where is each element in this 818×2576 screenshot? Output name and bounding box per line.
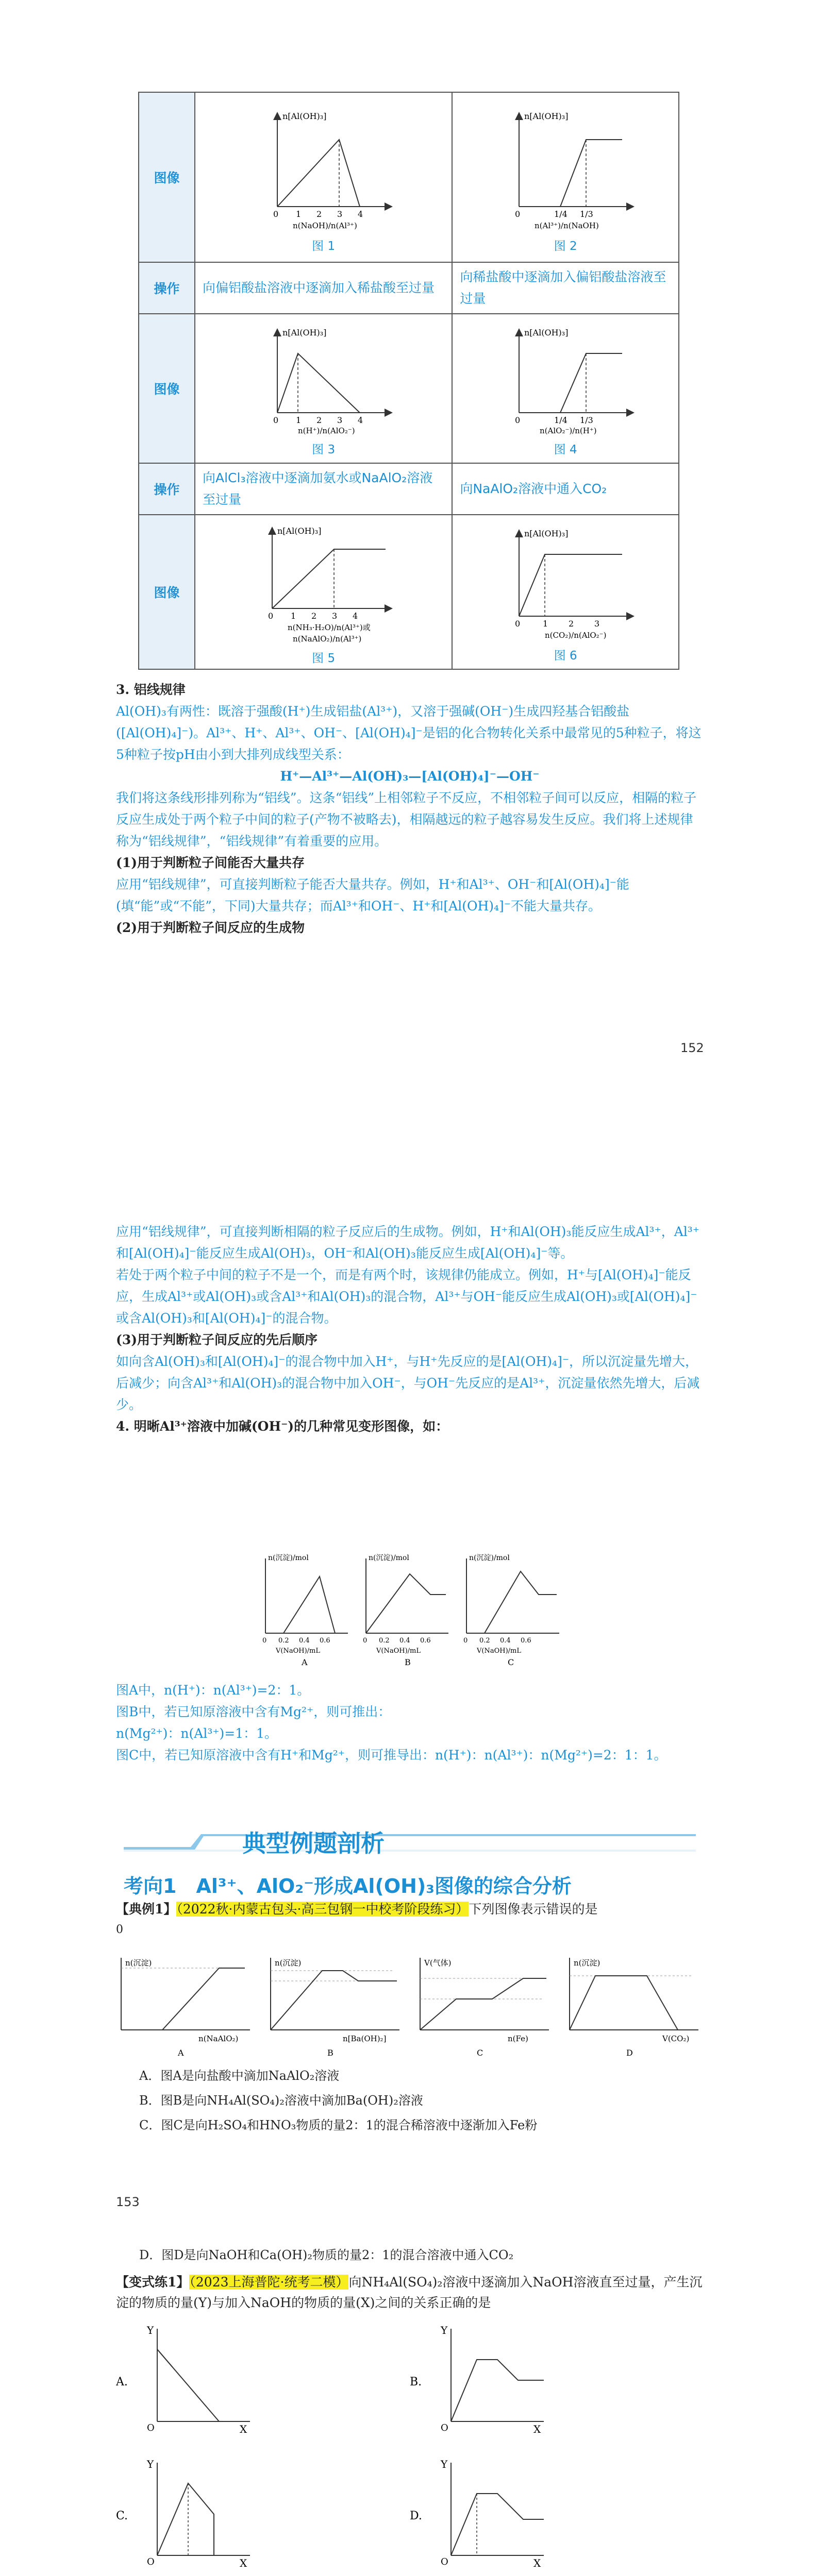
section-banner [124,1829,696,1865]
ex1-chart-a [121,1958,250,2058]
svg-text:0: 0 [515,618,521,629]
ex1-chart-b [271,1958,399,2058]
svg-text:0: 0 [463,1637,468,1645]
row-label-operation: 操作 [139,262,195,314]
svg-text:n(沉淀)/mol: n(沉淀)/mol [469,1554,510,1562]
ex1-chart-d [570,1958,698,2058]
example-1-source: （2022秋·内蒙古包头·高三包钢一中校考阶段练习） [176,1902,469,1917]
page2-paragraph-3: 如向含Al(OH)₃和[Al(OH)₄]⁻的混合物中加入H⁺，与H⁺先反应的是[Al(OH)₄]⁻，所以沉淀量先增大，后减少；向含Al³⁺和Al(OH)₃的混合物中加入OH⁻，与OH⁻先反应的是Al³⁺，沉淀量依然先增大，后减少。 [116,1354,700,1412]
row-label-image-3: 图像 [139,515,195,669]
mini-chart-a [262,1554,348,1667]
answer-c: 图C中，若已知原溶液中含有H⁺和Mg²⁺，则可推导出：n(H⁺)：n(Al³⁺)：n(Mg²⁺)=2：1：1。 [116,1748,667,1762]
svg-text:1/4: 1/4 [554,415,567,425]
svg-text:B.: B. [410,2376,422,2388]
svg-text:Y: Y [147,2324,154,2336]
figure-1 [246,104,401,232]
svg-text:3: 3 [337,415,342,425]
svg-text:O: O [441,2422,448,2433]
figure-4-caption: 图 4 [554,443,577,456]
svg-text:4: 4 [357,209,363,219]
svg-text:n[Al(OH)₃]: n[Al(OH)₃] [277,526,322,536]
ex1-option-b: B．图B是向NH₄Al(SO₄)₂溶液中滴加Ba(OH)₂溶液 [139,2093,423,2108]
svg-text:1: 1 [543,618,548,629]
svg-text:1/4: 1/4 [554,209,567,219]
page2-heading-4: 4. 明晰Al³⁺溶液中加碱(OH⁻)的几种常见变形图像，如： [116,1419,449,1434]
svg-text:0: 0 [268,611,273,621]
figure-1-ylabel: n[Al(OH)₃] [282,111,327,121]
svg-text:Y: Y [441,2458,448,2470]
page2-paragraph-1: 应用“铝线规律”，可直接判断相隔的粒子反应后的生成物。例如，H⁺和Al(OH)₃能反应生成Al³⁺，Al³⁺和[Al(OH)₄]⁻能反应生成Al(OH)₃，OH⁻和Al(OH)₃能反应生成[Al(OH)₄]⁻等。 [116,1224,699,1261]
answer-a: 图A中，n(H⁺)：n(Al³⁺)=2：1。 [116,1683,310,1698]
svg-text:n(沉淀)/mol: n(沉淀)/mol [268,1554,309,1562]
svg-text:1: 1 [290,611,296,621]
svg-text:0.4: 0.4 [500,1637,511,1645]
page-number-152: 152 [680,1041,704,1055]
operation-4: 向NaAlO₂溶液中通入CO₂ [452,463,679,515]
example-1-charts [116,1947,704,2061]
mini-chart-answers [116,1680,704,1766]
law-formula: H⁺—Al³⁺—Al(OH)₃—[Al(OH)₄]⁻—OH⁻ [280,769,540,784]
figure-1-xlabel: n(NaOH)/n(Al³⁺) [292,221,357,230]
svg-text:n(H⁺)/n(AlO₂⁻): n(H⁺)/n(AlO₂⁻) [297,426,355,435]
svg-text:Y: Y [441,2324,448,2336]
svg-text:0: 0 [515,209,521,219]
svg-text:V(NaOH)/mL: V(NaOH)/mL [477,1647,521,1655]
mini-chart-b [363,1554,448,1667]
svg-text:1/3: 1/3 [580,415,593,425]
svg-text:0.4: 0.4 [299,1637,310,1645]
figure-3 [246,323,401,436]
ex1-option-d: D．图D是向NaOH和Ca(OH)₂物质的量2：1的混合溶液中通入CO₂ [139,2248,514,2262]
operation-2: 向稀盐酸中逐滴加入偏铝酸盐溶液至过量 [452,262,679,314]
svg-text:A: A [178,2048,184,2058]
variant-1-question: 向NH₄Al(SO₄)₂溶液中逐滴加入NaOH溶液直至过量，产生沉淀的物质的量(Y)与加入NaOH的物质的量(X)之间的关系正确的是 [116,2275,703,2310]
operation-3: 向AlCl₃溶液中逐滴加氨水或NaAlO₂溶液至过量 [195,463,452,515]
svg-text:n(沉淀): n(沉淀) [574,1958,600,1968]
answer-b2: n(Mg²⁺)：n(Al³⁺)=1：1。 [116,1726,278,1741]
svg-text:C: C [508,1657,514,1667]
svg-text:3: 3 [331,611,337,621]
figure-5-caption: 图 5 [312,651,336,665]
variant-1 [116,2272,704,2313]
figure-2 [488,104,643,232]
example-1-question: 下列图像表示错误的是 [469,1902,598,1917]
law-paragraph-2: 我们将这条线形排列称为“铝线”。这条“铝线”上相邻粒子不反应，不相邻粒子间可以反应，相隔的粒子反应生成处于两个粒子中间的粒子(产物不被略去)，相隔越远的粒子越容易发生反应。我们将上述规律称为“铝线规律”，“铝线规律”有着重要的应用。 [116,790,697,849]
figure-5-cell [195,515,452,669]
mini-chart-c [463,1554,559,1667]
figure-1-cell [195,92,452,262]
svg-text:C.: C. [116,2510,128,2522]
svg-text:2: 2 [316,209,322,219]
law-heading-2: (2)用于判断粒子间反应的生成物 [116,920,305,935]
v1-choice-a [116,2324,250,2435]
operation-1: 向偏铝酸盐溶液中逐滴加入稀盐酸至过量 [195,262,452,314]
svg-text:0.4: 0.4 [399,1637,410,1645]
figure-6-cell [452,515,679,669]
figure-5 [241,521,406,645]
figure-4-cell [452,314,679,463]
answer-b: 图B中，若已知原溶液中含有Mg²⁺，则可推出： [116,1704,391,1719]
svg-text:B: B [405,1657,411,1667]
example-1-tag: 【典例1】 [116,1902,177,1917]
page-154 [0,2231,818,2576]
svg-text:0.2: 0.2 [479,1637,490,1645]
variant-1-tag: 【变式练1】 [116,2275,190,2290]
row-label-operation-2: 操作 [139,463,195,515]
figure-2-cell [452,92,679,262]
ex1-option-a: A．图A是向盐酸中滴加NaAlO₂溶液 [139,2069,340,2083]
page2-paragraph-2: 若处于两个粒子中间的粒子不是一个，而是有两个时，该规律仍能成立。例如，H⁺与[Al(OH)₄]⁻能反应，生成Al³⁺或Al(OH)₃或含Al³⁺和Al(OH)₃的混合物，Al³⁺与OH⁻能反应生成Al(OH)₃或[Al(OH)₄]⁻或含Al(OH)₃和[Al(OH)₄]⁻的混合物。 [116,1267,697,1326]
svg-text:0.2: 0.2 [278,1637,289,1645]
svg-text:C: C [477,2048,483,2058]
svg-text:n(Fe): n(Fe) [508,2034,528,2043]
svg-text:O: O [147,2556,155,2567]
svg-text:B: B [327,2048,333,2058]
page-153 [0,1097,818,2231]
law-paragraph-1: Al(OH)₃有两性：既溶于强酸(H⁺)生成铝盐(Al³⁺)，又溶于强碱(OH⁻)生成四羟基合铝酸盐([Al(OH)₄]⁻)。Al³⁺、H⁺、Al³⁺、OH⁻、[Al(OH)₄]⁻是铝的化合物转化关系中最常见的5种粒子，将这5种粒子按pH由小到大排列成线型关系： [116,704,702,762]
svg-text:0.6: 0.6 [521,1637,531,1645]
row-label-image-2: 图像 [139,314,195,463]
svg-text:n(NaAlO₂)/n(Al³⁺): n(NaAlO₂)/n(Al³⁺) [292,634,362,643]
svg-text:X: X [533,2423,541,2435]
svg-text:A: A [302,1657,308,1667]
svg-text:Y: Y [147,2458,154,2470]
figure-6-caption: 图 6 [554,649,577,663]
svg-text:n(沉淀): n(沉淀) [275,1958,302,1968]
svg-text:4: 4 [352,611,358,621]
svg-text:0.2: 0.2 [379,1637,390,1645]
example-1-zero: 0 [116,1923,123,1936]
svg-text:X: X [240,2557,247,2569]
svg-text:V(气体): V(气体) [424,1958,452,1968]
figure-6 [488,523,643,642]
three-mini-charts [255,1551,564,1669]
figure-3-cell [195,314,452,463]
svg-text:X: X [240,2423,247,2435]
page-152 [0,0,818,1097]
law-heading: 3. 铝线规律 [116,682,186,697]
svg-text:X: X [533,2557,541,2569]
svg-text:V(CO₂): V(CO₂) [662,2034,690,2043]
svg-text:0: 0 [273,415,278,425]
page-number-153: 153 [116,2195,140,2209]
figure-2-caption: 图 2 [554,239,577,253]
figure-2-ylabel: n[Al(OH)₃] [524,111,569,121]
svg-text:0: 0 [515,415,521,425]
svg-text:n(AlO₂⁻)/n(H⁺): n(AlO₂⁻)/n(H⁺) [540,426,597,435]
svg-text:2: 2 [316,415,322,425]
svg-text:2: 2 [569,618,574,629]
svg-text:V(NaOH)/mL: V(NaOH)/mL [276,1647,320,1655]
svg-text:2: 2 [311,611,316,621]
svg-text:A.: A. [116,2376,128,2388]
v1-choice-c [116,2458,250,2569]
svg-text:0.6: 0.6 [420,1637,431,1645]
svg-text:0: 0 [262,1637,267,1645]
svg-text:0: 0 [273,209,278,219]
svg-text:3: 3 [337,209,342,219]
row-label-image: 图像 [139,92,195,262]
svg-text:3: 3 [594,618,600,629]
svg-text:1/3: 1/3 [580,209,593,219]
law-paragraph-3: 应用“铝线规律”，可直接判断粒子能否大量共存。例如，H⁺和Al³⁺、OH⁻和[Al(OH)₄]⁻能(填“能”或“不能”，下同)大量共存；而Al³⁺和OH⁻、H⁺和[Al(OH)₄]⁻不能大量共存。 [116,877,629,913]
svg-text:D.: D. [410,2510,422,2522]
svg-text:n(NaAlO₂): n(NaAlO₂) [198,2034,239,2043]
page2-heading-3: (3)用于判断粒子间反应的先后顺序 [116,1332,318,1347]
law-section [116,679,704,939]
direction-1-title: 考向1 Al³⁺、AlO₂⁻形成Al(OH)₃图像的综合分析 [124,1875,572,1897]
svg-text:O: O [441,2556,448,2567]
ex1-option-c: C．图C是向H₂SO₄和HNO₃物质的量2：1的混合稀溶液中逐渐加入Fe粉 [139,2118,538,2132]
svg-text:D: D [626,2048,633,2058]
svg-text:1: 1 [295,415,301,425]
svg-text:n[Ba(OH)₂]: n[Ba(OH)₂] [343,2034,387,2043]
section-title: 典型例题剖析 [242,1829,385,1857]
figure-2-xlabel: n(Al³⁺)/n(NaOH) [535,221,599,230]
figure-3-caption: 图 3 [312,443,336,456]
page2-text [116,1221,704,1437]
law-heading-1: (1)用于判断粒子间能否大量共存 [116,855,305,870]
svg-text:4: 4 [357,415,363,425]
v1-choice-b [410,2324,544,2435]
svg-text:n[Al(OH)₃]: n[Al(OH)₃] [524,528,569,538]
svg-text:n[Al(OH)₃]: n[Al(OH)₃] [524,327,569,337]
svg-text:O: O [147,2422,155,2433]
svg-text:n[Al(OH)₃]: n[Al(OH)₃] [282,327,327,337]
svg-text:0.6: 0.6 [320,1637,330,1645]
ex1-chart-c [420,1958,549,2058]
figure-1-caption: 图 1 [312,239,336,253]
example-1 [116,1899,704,1940]
v1-choice-d [410,2458,544,2569]
figure-4 [488,323,643,436]
svg-text:0: 0 [363,1637,368,1645]
svg-text:n(NH₃·H₂O)/n(Al³⁺)或: n(NH₃·H₂O)/n(Al³⁺)或 [287,622,371,632]
variant-1-choices [116,2318,704,2576]
comparison-table [138,92,679,670]
svg-text:1: 1 [295,209,301,219]
svg-text:n(CO₂)/n(AlO₂⁻): n(CO₂)/n(AlO₂⁻) [545,630,607,640]
svg-text:n(沉淀): n(沉淀) [125,1958,152,1968]
svg-text:V(NaOH)/mL: V(NaOH)/mL [376,1647,421,1655]
variant-1-source: （2023上海普陀·统考二模） [189,2275,349,2290]
svg-text:n(沉淀)/mol: n(沉淀)/mol [369,1554,409,1562]
